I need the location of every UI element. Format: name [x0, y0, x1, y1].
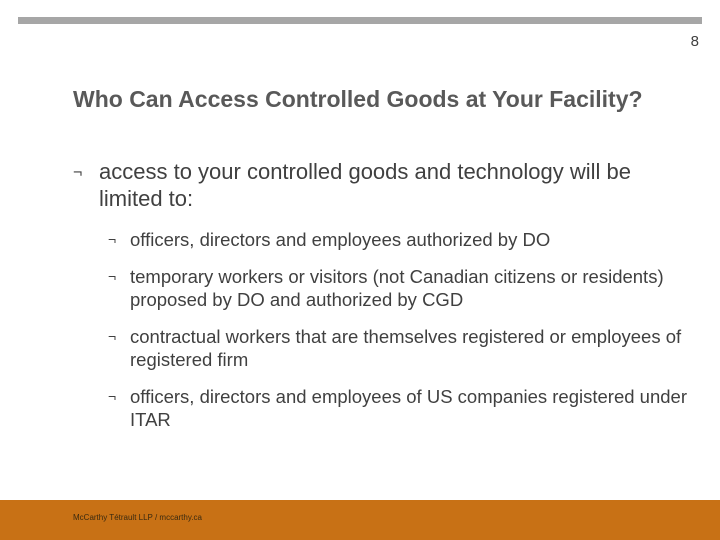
sub-bullet-text: officers, directors and employees of US companies registered under ITAR — [130, 386, 687, 430]
sub-bullet-text: temporary workers or visitors (not Canadian citizens or residents) proposed by DO and authorized by CGD — [130, 266, 664, 310]
sub-bullet-temporary-workers — [108, 265, 688, 311]
bullet-marker-icon: ¬ — [108, 231, 117, 247]
bullet-marker-icon: ¬ — [73, 164, 83, 181]
main-bullet-text: access to your controlled goods and technology will be limited to: — [99, 159, 631, 211]
page-number: 8 — [690, 33, 699, 50]
bullet-marker-icon: ¬ — [108, 328, 117, 344]
main-bullet-list — [73, 158, 683, 212]
slide-title: Who Can Access Controlled Goods at Your Facility? — [73, 86, 643, 112]
sub-bullet-contractual-workers — [108, 325, 688, 371]
footer-text: McCarthy Tétrault LLP / mccarthy.ca — [73, 513, 202, 522]
header-rule — [18, 17, 702, 24]
sub-bullet-text: officers, directors and employees authorized by DO — [130, 229, 551, 250]
bullet-marker-icon: ¬ — [108, 268, 117, 284]
sub-bullet-text: contractual workers that are themselves registered or employees of registered firm — [130, 326, 682, 370]
sub-bullet-officers — [108, 228, 688, 251]
sub-bullet-list — [108, 228, 688, 445]
main-bullet — [73, 158, 683, 212]
bullet-marker-icon: ¬ — [108, 388, 117, 404]
sub-bullet-us-companies — [108, 385, 688, 431]
